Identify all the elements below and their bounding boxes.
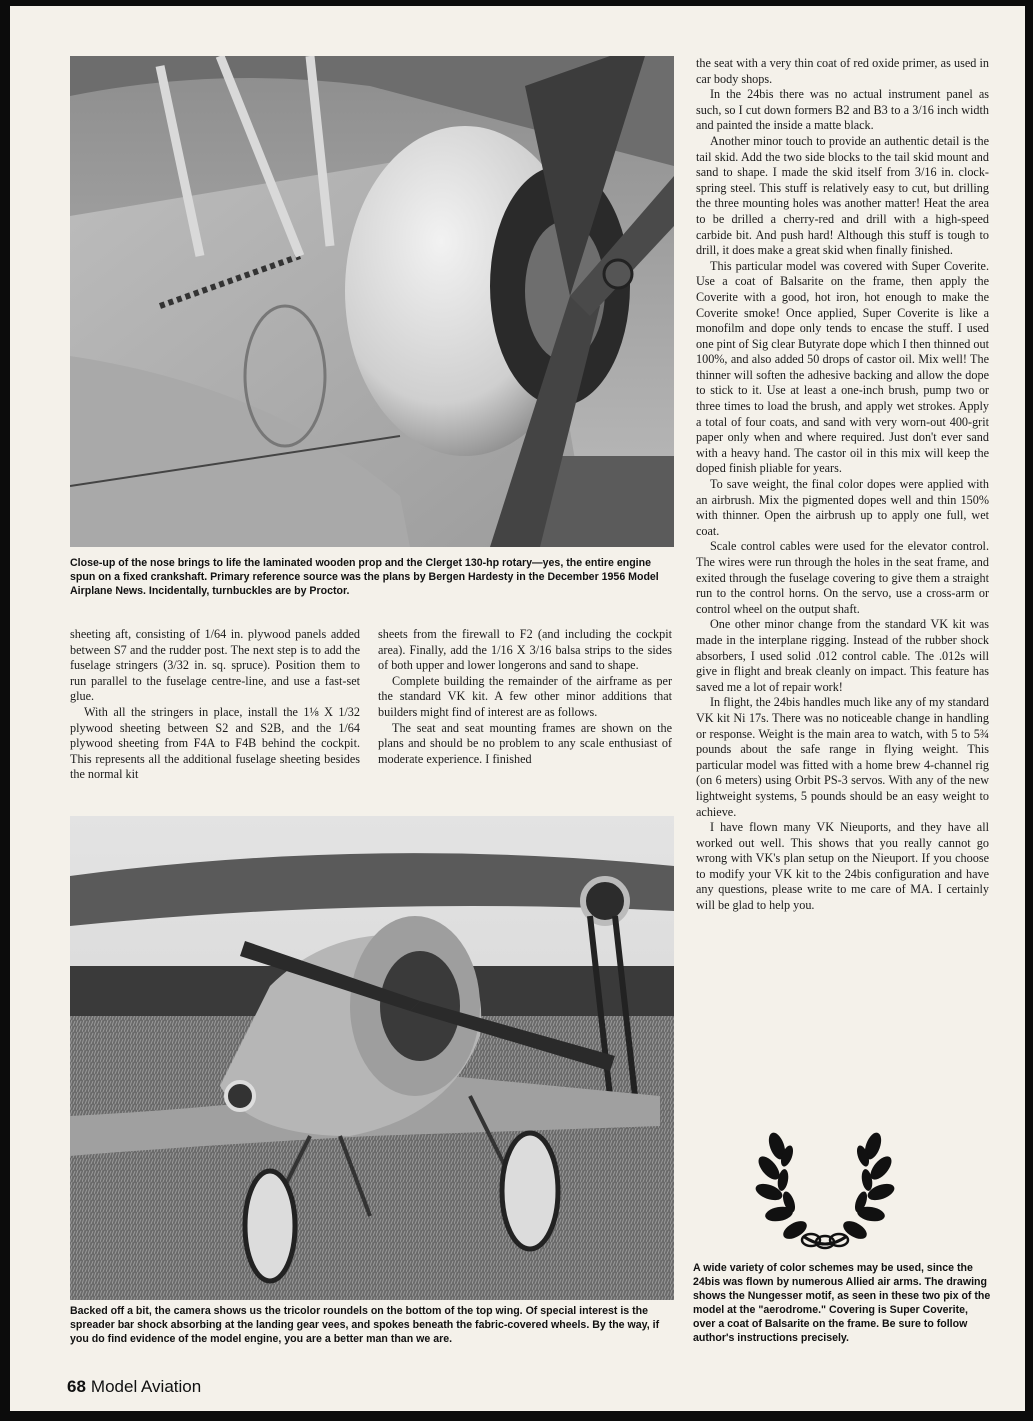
paragraph: sheeting aft, consisting of 1/64 in. plywood panels added between S7 and the rudder post. The next step is to add the fuselage stringers (3/32 in. sq. spruce). Position them to run parallel to the fuselage centre-line, and use a fast-set glue. xyxy=(70,627,360,704)
laurel-wreath-icon xyxy=(755,1116,895,1256)
paragraph: One other minor change from the standard VK kit was made in the interplane rigging. Instead of the rubber shock absorbers, I used solid .012 control cable. The .012s will give in flight and break cleanly on impact. This feature has saved me a lot of repair work! xyxy=(696,617,989,694)
magazine-name: Model Aviation xyxy=(90,1377,202,1396)
text-column-right xyxy=(696,56,989,914)
magazine-page xyxy=(10,6,1025,1411)
text-column-left xyxy=(70,627,360,783)
bottom-photo-caption: Backed off a bit, the camera shows us the tricolor roundels on the bottom of the top wing. Of special interest is the spreader bar shock absorbing at the landing gear vees, and spokes beneath the fabric-covered wheels. By the way, if you do find evidence of the model engine, you are a better man than we are. xyxy=(70,1305,660,1345)
paragraph: This particular model was covered with Super Coverite. Use a coat of Balsarite on the frame, then apply the Coverite with a good, hot iron, hot enough to make the Coverite smoke! Once applied, Super Coverite is like a monofilm and dope only tends to encase the stuff. I used one pint of Sig clear Butyrate dope which I then thinned out 100%, and also added 50 drops of castor oil. Mix well! The thinner will soften the adhesive backing and allow the dope to stick to it. Use at least a one-inch brush, pump two or three times to load the brush, and apply wet strokes. Apply a total of four coats, and sand with very worn-out 400-grit paper only when and where required. Just don't ever sand with a heavy hand. The castor oil in this mix will keep the doped finish pliable for years. xyxy=(696,258,989,476)
paragraph: In flight, the 24bis handles much like any of my standard VK kit Ni 17s. There was no noticeable change in handling or response. Weight is the main area to watch, with 5 to 5¾ pounds about the safe range in flying weight. This particular model was fitted with a home brew 4-channel rig (on 6 meters) using Orbit PS-3 servos. With any of the new lightweight systems, 5 pounds should be an easy weight to achieve. xyxy=(696,695,989,819)
text-column-middle xyxy=(378,627,672,767)
paragraph: Another minor touch to provide an authentic detail is the tail skid. Add the two side blocks to the tail skid mount and sand to shape. I made the skid itself from 3/16 in. clock-spring steel. This stuff is relatively easy to cut, but drilling the three mounting holes was another matter! Heat the area to be drilled a cherry-red and drill with a high-speed carbide bit. And push hard! Although this stuff is tough to drill, it does make a great skid when finally finished. xyxy=(696,133,989,258)
biplane-nose-closeup-photo xyxy=(70,56,674,547)
paragraph: Scale control cables were used for the elevator control. The wires were run through the holes in the seat frame, and exited through the fuselage covering to give them a straight run to the control horns. On the servo, use a cross-arm or control wheel on the output shaft. xyxy=(696,539,989,616)
paragraph: the seat with a very thin coat of red oxide primer, as used in car body shops. xyxy=(696,56,989,86)
biplane-icon xyxy=(70,816,674,1300)
paragraph: The seat and seat mounting frames are shown on the plans and should be no problem to any scale enthusiast of moderate experience. I finished xyxy=(378,720,672,766)
paragraph: Complete building the remainder of the airframe as per the standard VK kit. A few other minor additions that builders might find of interest are as follows. xyxy=(378,673,672,719)
page-footer xyxy=(67,1377,201,1397)
propeller-icon xyxy=(70,56,674,547)
paragraph: In the 24bis there was no actual instrument panel as such, so I cut down formers B2 and B3 to a 3/16 inch width and painted the inside a matte black. xyxy=(696,87,989,133)
top-photo-caption: Close-up of the nose brings to life the laminated wooden prop and the Clerget 130-hp rotary—yes, the entire engine spun on a fixed crankshaft. Primary reference source was the plans by Bergen Hardesty in the December 1956 Model Airplane News. Incidentally, turnbuckles are by Proctor. xyxy=(70,557,659,597)
paragraph: To save weight, the final color dopes were applied with an airbrush. Mix the pigmented dopes well and thin 150% with thinner. Open the airbrush up to apply one full, wet coat. xyxy=(696,477,989,538)
page-number: 68 xyxy=(67,1377,86,1396)
biplane-on-grass-photo xyxy=(70,816,674,1300)
paragraph: With all the stringers in place, install the 1⅛ X 1/32 plywood sheeting between S2 and S2B, and the 1/64 plywood sheeting from F4A to F4B behind the cockpit. This represents all the additional fuselage sheeting besides the normal kit xyxy=(70,704,360,782)
drawing-caption: A wide variety of color schemes may be used, since the 24bis was flown by numerous Allied air arms. The drawing shows the Nungesser motif, as seen in these two pix of the model at the "aerodrome." Covering is Super Coverite, over a coat of Balsarite on the frame. Be sure to follow author's instructions precisely. xyxy=(693,1262,991,1344)
laurel-wreath-drawing xyxy=(755,1116,895,1256)
paragraph: I have flown many VK Nieuports, and they have all worked out well. This shows that you really cannot go wrong with VK's plan setup on the Nieuport. If you choose to modify your VK kit to the 24bis configuration and have any questions, please write to me care of MA. I certainly will be glad to help you. xyxy=(696,820,989,913)
paragraph: sheets from the firewall to F2 (and including the cockpit area). Finally, add the 1/16 X 3/16 balsa strips to the sides of both upper and lower longerons and sand to shape. xyxy=(378,627,672,673)
